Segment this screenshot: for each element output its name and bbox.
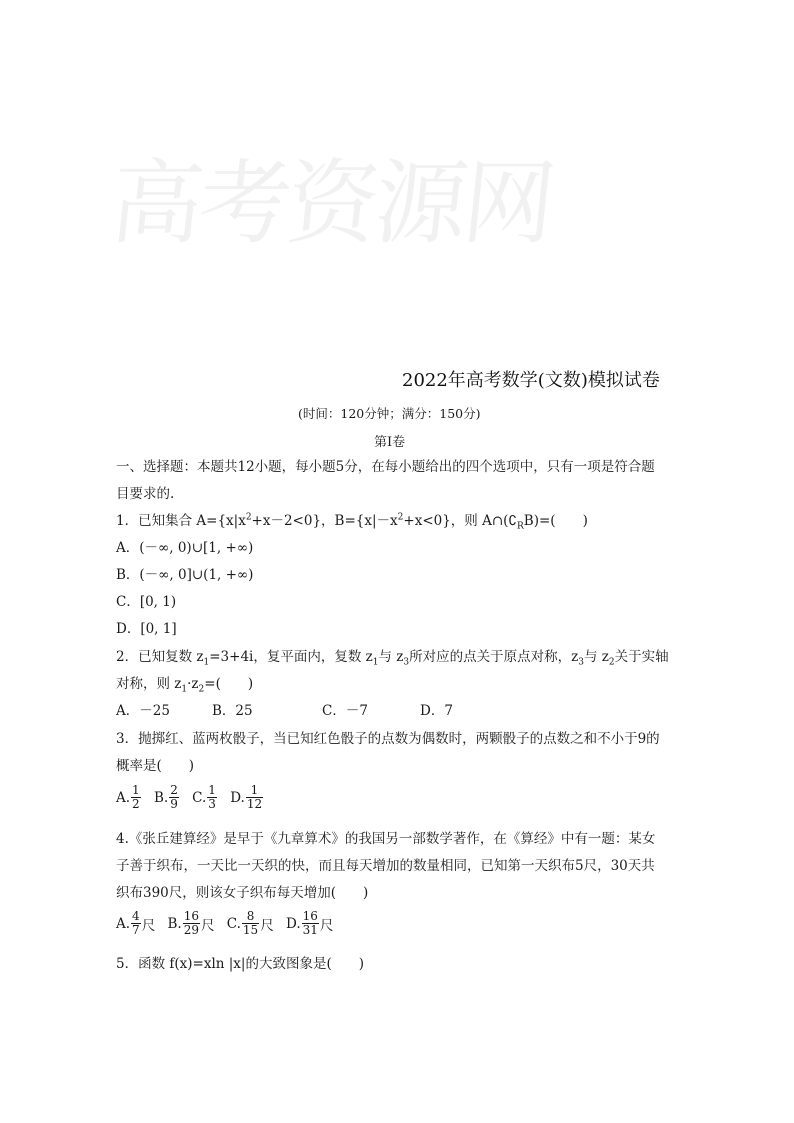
q2-stem-line1: 2．已知复数 $z_1=3+4i$，复平面内，复数 $z_1$与 $z_3$所对应的点关于原点对称，$z_3$与 $z_2$关于实轴 bbox=[116, 649, 669, 668]
q4-option-a: A. $\frac{4}{7}$ 尺 bbox=[116, 909, 156, 938]
q1-stem: 1．已知集合 $A=\{x|x^2+x-2<0\}$，$B=\{x|-x^2+x<0\}$，则 $A\cap(∁_RB)=$( ) bbox=[116, 512, 588, 532]
fraction: $\frac{16}{29}$ bbox=[183, 909, 199, 938]
q4-option-b: B. $\frac{16}{29}$ 尺 bbox=[167, 909, 215, 938]
q3-option-d: D. $\frac{1}{12}$ bbox=[230, 783, 263, 812]
q5-stem: 5．函数 f(x)=xln |x|的大致图象是( ) bbox=[116, 956, 364, 972]
q4-stem-line3: 织布390尺，则该女子织布每天增加( ) bbox=[116, 885, 369, 901]
exam-time-score: (时间：120分钟；满分：150分) bbox=[298, 406, 481, 421]
fraction: $\frac{1}{2}$ bbox=[132, 783, 140, 812]
fraction: $\frac{4}{7}$ bbox=[132, 909, 140, 938]
volume-label: 第Ⅰ卷 bbox=[374, 435, 406, 450]
q2-options bbox=[116, 705, 453, 719]
q1-option-d: D．[0, 1] bbox=[116, 621, 177, 637]
q4-stem-line1: 4.《张丘建算经》是早于《九章算术》的我国另一部数学著作，在《算经》中有一题：某女 bbox=[116, 831, 656, 847]
fraction: $\frac{2}{9}$ bbox=[170, 783, 178, 812]
q1-option-b: B．(－∞, 0]∪(1, +∞) bbox=[116, 567, 254, 583]
q2-stem-line2: 对称，则 $z_1\cdot z_2=$( ) bbox=[116, 676, 254, 695]
q3-option-c: C. $\frac{1}{3}$ bbox=[192, 783, 216, 812]
q2-option-c: C．－7 bbox=[322, 703, 368, 719]
exam-title: 2022年高考数学(文数)模拟试卷 bbox=[402, 370, 660, 391]
fraction: $\frac{8}{15}$ bbox=[242, 909, 259, 938]
q2-option-b: B．25 bbox=[212, 703, 253, 719]
section-heading-line2: 目要求的. bbox=[116, 486, 175, 502]
q1-option-c: C．[0, 1) bbox=[116, 594, 177, 610]
q3-stem-line1: 3．抛掷红、蓝两枚骰子，当已知红色骰子的点数为偶数时，两颗骰子的点数之和不小于9的 bbox=[116, 731, 660, 747]
q4-options bbox=[116, 910, 341, 937]
q1-option-a: A．(－∞, 0)∪[1, +∞) bbox=[116, 540, 254, 556]
q3-option-a: A. $\frac{1}{2}$ bbox=[116, 783, 140, 812]
q4-option-d: D. $\frac{16}{31}$ 尺 bbox=[286, 909, 334, 938]
q2-option-a: A．－25 bbox=[116, 703, 170, 719]
q3-option-b: B. $\frac{2}{9}$ bbox=[153, 783, 178, 812]
fraction: $\frac{1}{3}$ bbox=[208, 783, 216, 812]
fraction: $\frac{1}{12}$ bbox=[246, 783, 263, 812]
q3-stem-line2: 概率是( ) bbox=[116, 758, 195, 774]
q4-stem-line2: 子善于织布，一天比一天织的快，而且每天增加的数量相同，已知第一天织布5尺，30天共 bbox=[116, 858, 655, 874]
q4-option-c: C. $\frac{8}{15}$ 尺 bbox=[226, 909, 274, 938]
section-heading-line1: 一、选择题：本题共12小题，每小题5分，在每小题给出的四个选项中，只有一项是符合题 bbox=[116, 459, 655, 475]
q2-option-d: D．7 bbox=[420, 703, 453, 719]
q3-options bbox=[116, 784, 272, 811]
watermark: 高考资源网 bbox=[105, 150, 557, 257]
fraction: $\frac{16}{31}$ bbox=[302, 909, 318, 938]
